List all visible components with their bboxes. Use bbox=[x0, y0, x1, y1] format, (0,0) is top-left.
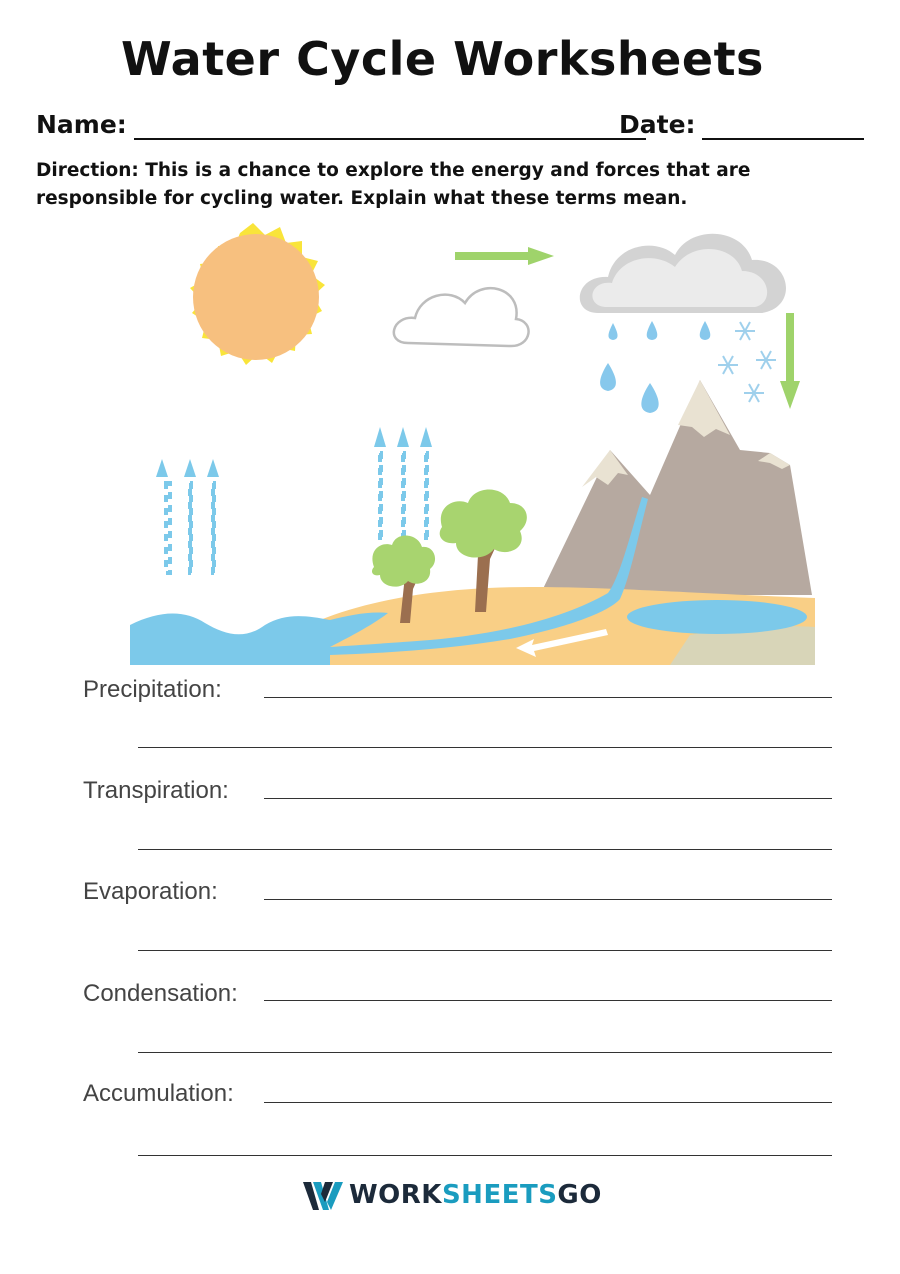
answer-line[interactable] bbox=[138, 1052, 832, 1053]
answer-line[interactable] bbox=[138, 849, 832, 850]
worksheetsgo-logo bbox=[303, 1178, 603, 1218]
direction-text: Direction: This is a chance to explore the energy and forces that are responsible for cycling water. Explain what these terms mean. bbox=[36, 160, 751, 209]
arrow-up-icon bbox=[374, 427, 432, 541]
answer-line[interactable] bbox=[264, 1102, 832, 1103]
date-label: Date: bbox=[619, 110, 696, 139]
term-precipitation: Precipitation: bbox=[83, 676, 222, 703]
worksheetsgo-logo-icon bbox=[303, 1180, 345, 1214]
answer-line[interactable] bbox=[264, 899, 832, 900]
answer-line[interactable] bbox=[264, 1000, 832, 1001]
lake-icon bbox=[627, 600, 807, 634]
logo-text-go: GO bbox=[557, 1180, 602, 1210]
water-cycle-diagram bbox=[130, 215, 820, 667]
snowflake-icon bbox=[718, 322, 776, 402]
logo-wordmark bbox=[349, 1180, 602, 1210]
term-evaporation: Evaporation: bbox=[83, 878, 218, 905]
arrow-right-icon bbox=[455, 247, 554, 265]
rain-cloud-icon bbox=[580, 234, 786, 313]
term-accumulation: Accumulation: bbox=[83, 1080, 234, 1107]
logo-text-work: WORK bbox=[349, 1180, 442, 1210]
name-field-line[interactable] bbox=[134, 138, 646, 140]
logo-text-sheets: SHEETS bbox=[441, 1180, 558, 1210]
term-condensation: Condensation: bbox=[83, 980, 238, 1007]
answer-line[interactable] bbox=[138, 747, 832, 748]
date-field-line[interactable] bbox=[702, 138, 864, 140]
answer-line[interactable] bbox=[138, 1155, 832, 1156]
page-title: Water Cycle Worksheets bbox=[121, 32, 764, 86]
arrow-down-icon bbox=[780, 313, 800, 409]
mountain-icon bbox=[540, 380, 812, 595]
name-date-row bbox=[36, 110, 866, 144]
term-transpiration: Transpiration: bbox=[83, 777, 229, 804]
name-label: Name: bbox=[36, 110, 127, 139]
answer-line[interactable] bbox=[264, 697, 832, 698]
cloud-icon bbox=[394, 288, 529, 346]
answer-line[interactable] bbox=[138, 950, 832, 951]
answer-line[interactable] bbox=[264, 798, 832, 799]
arrow-up-icon bbox=[156, 459, 219, 573]
sun-icon bbox=[190, 223, 325, 365]
